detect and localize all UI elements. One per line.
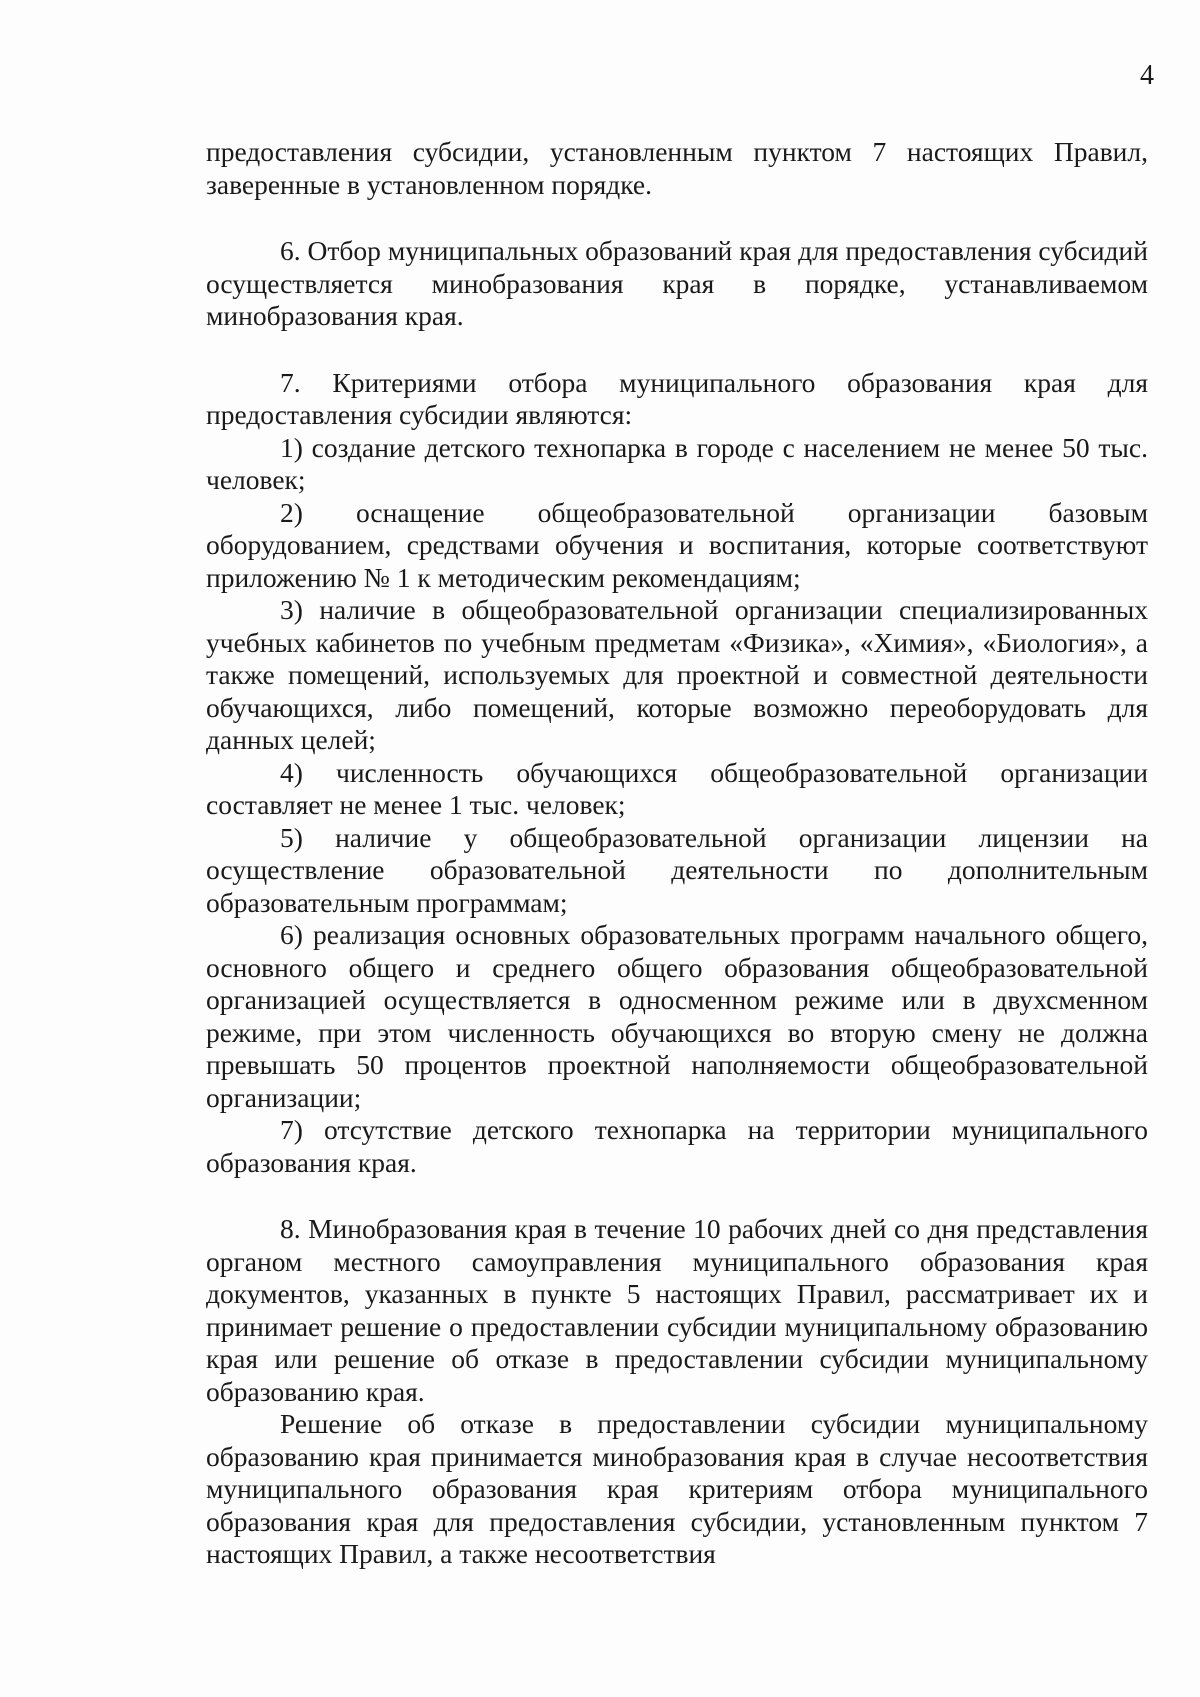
criterion-4: 4) численность обучающихся общеобразовательной организации составляет не менее 1 тыс. человек;	[206, 756, 1148, 820]
paragraph-item-6: 6. Отбор муниципальных образований края для предоставления субсидий осуществляется минобразования края в порядке, устанавливаемом минобразования края.	[206, 235, 1148, 331]
page-number: 4	[1140, 60, 1154, 91]
criterion-1: 1) создание детского технопарка в городе с населением не менее 50 тыс. человек;	[206, 431, 1148, 495]
criterion-2: 2) оснащение общеобразовательной организации базовым оборудованием, средствами обучения и воспитания, которые соответствуют приложению № 1 к методическим рекомендациям;	[206, 496, 1148, 593]
paragraph-refusal-decision: Решение об отказе в предоставлении субсидии муниципальному образованию края принимается минобразования края в случае несоответствия муниципального образования края критериям отбора муниципального образования края для предоставления субсидии, установленным пунктом 7 настоящих Правил, а также несоответствия	[206, 1408, 1148, 1569]
paragraph-continuation: предоставления субсидии, установленным пунктом 7 настоящих Правил, заверенные в установленном порядке.	[206, 136, 1148, 200]
criterion-7: 7) отсутствие детского технопарка на территории муниципального образования края.	[206, 1114, 1148, 1178]
criterion-3: 3) наличие в общеобразовательной организации специализированных учебных кабинетов по учебным предметам «Физика», «Химия», «Биология», а также помещений, используемых для проектной и совместной деятельности обучающихся, либо помещений, которые возможно переоборудовать для данных целей;	[206, 594, 1148, 755]
criterion-6: 6) реализация основных образовательных программ начального общего, основного общего и среднего общего образования общеобразовательной организацией осуществляется в односменном режиме или в двухсменном режиме, при этом численность обучающихся во вторую смену не должна превышать 50 процентов проектной наполняемости общеобразовательной организации;	[206, 919, 1148, 1113]
criterion-5: 5) наличие у общеобразовательной организации лицензии на осуществление образовательной деятельности по дополнительным образовательным программам;	[206, 821, 1148, 918]
paragraph-item-7: 7. Критериями отбора муниципального образования края для предоставления субсидии являются:	[206, 366, 1148, 430]
document-body	[206, 136, 1148, 1571]
paragraph-item-8: 8. Минобразования края в течение 10 рабочих дней со дня представления органом местного самоуправления муниципального образования края документов, указанных в пункте 5 настоящих Правил, рассматривает их и принимает решение о предоставлении субсидии муниципальному образованию края или решение об отказе в предоставлении субсидии муниципальному образованию края.	[206, 1213, 1148, 1407]
